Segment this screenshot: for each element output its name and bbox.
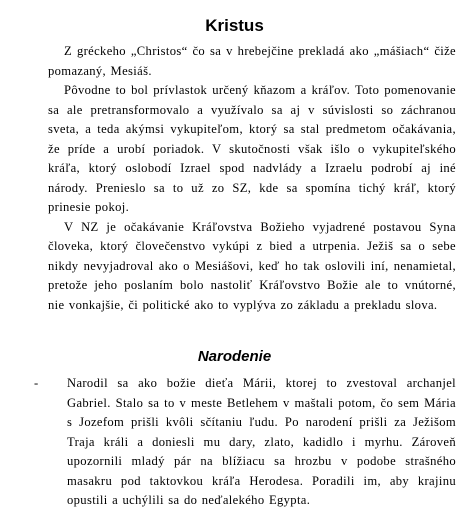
body-text [48,42,456,315]
page-title: Kristus [205,16,264,35]
paragraph-intro: Z gréckeho „Christos“ čo sa v hrebejčine prekladá ako „mášiach“ čiže pomazaný, Mesiáš. [48,44,456,78]
paragraph-new-testament: V NZ je očakávanie Kráľovstva Božieho vyjadrené postavou Syna človeka, ktorý človečenstvo vykúpi z bied a utrpenia. Ježiš sa o sebe nikdy nevyjadroval ako o Mesiášovi, keď ho tak oslovili iní, nenamietal, pretože jeho poslaním bolo nastoliť Kráľovstvo Božie ale to vnútorné, nie vonkajšie, či politické ako to vyplýva zo základu a prekladu slova. [48,219,456,312]
list-item [34,374,456,511]
section-title: Narodenie [197,348,272,365]
paragraph-origin: Pôvodne to bol prívlastok určený kňazom a kráľov. Toto pomenovanie sa ale pretransformovalo a využívalo sa aj v súvislosti so záchranou sveta, a teda akýmsi vykupiteľom, ktorý sa stal predmetom očakávania, že príde a urobí poriadok. V skutočnosti však išlo o vykupiteľského kráľa, ktorý oslobodí Izrael spod nadvlády a Izraelu podrobí aj iné národy. Prenieslo sa to už zo SZ, kde sa spomína tichý kráľ, ktorý prinesie pokoj. [48,83,456,214]
bullet-marker: - [34,376,39,390]
list-item-text: Narodil sa ako božie dieťa Márii, ktorej to zvestoval archanjel Gabriel. Stalo sa to v meste Betlehem v maštali potom, čo sem Mária s Jozefom prišli kvôli sčítaniu ľudu. Po narodení prišli za Ježišom Traja králi a doniesli mu dary, zlato, kadidlo i myrhu. Zároveň upozornili mladý pár na blížiacu sa hrozbu v podobe strašného masakru pod taktovkou kráľa Herodesa. Poradili im, aby krajinu opustili a uchýlili sa do neďalekého Egypta. [67,376,456,507]
